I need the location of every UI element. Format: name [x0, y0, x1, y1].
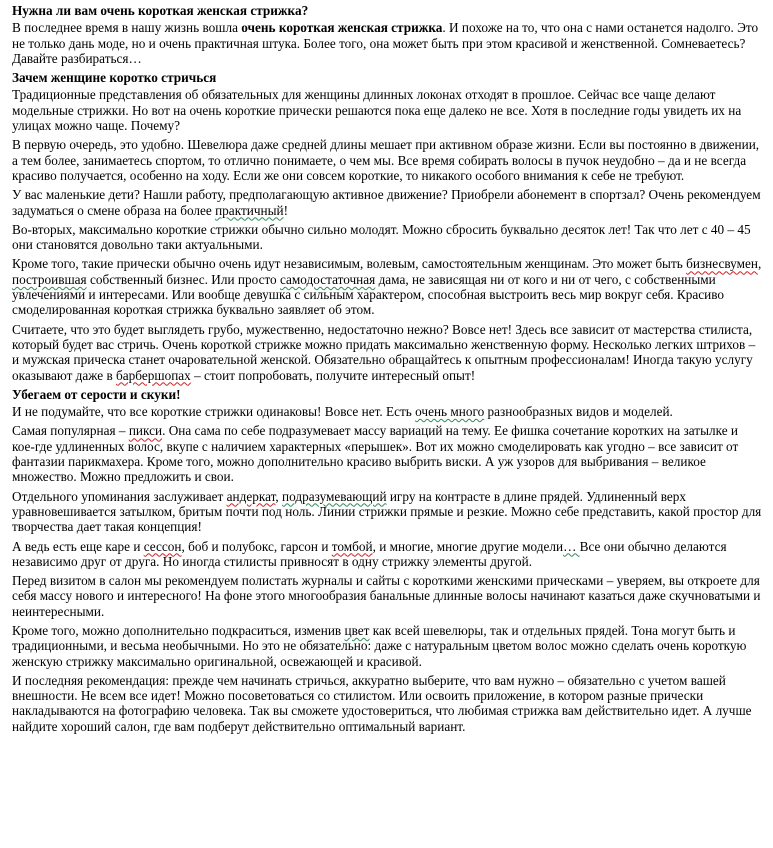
paragraph: Перед визитом в салон мы рекомендуем полистать журналы и сайты с короткими женскими прическами – уверяем, вы откроете для себя массу нового и интересного! На фоне этого многообразия банальные длинные волосы начинают казаться даже скучноватыми и неинтересными. — [12, 573, 761, 619]
paragraph-text: – стоит попробовать, получите интересный опыт! — [190, 367, 476, 383]
section-heading-escape-boredom: Убегаем от серости и скуки! — [12, 386, 181, 402]
intro-bold-phrase: очень короткая женская стрижка — [241, 20, 443, 36]
document-page — [12, 3, 764, 738]
paragraph: В первую очередь, это удобно. Шевелюра даже средней длины мешает при активном образе жизни. Если вы постоянно в движении, а тем более, занимаетесь спортом, то отлично понимаете, о чем мы. Все время собирать волосы в пучок неудобно – да и не всегда красиво получается, особенно на ходу. Если же они совсем короткие, то никакого особого внимания к себе не требуют. — [12, 137, 760, 183]
grammar-marked-word: подразумевающий — [282, 488, 387, 504]
spelling-marked-word: андеркат — [226, 488, 276, 504]
grammar-marked-word: очень много — [415, 404, 485, 420]
paragraph — [12, 322, 764, 383]
paragraph-text: А ведь есть еще каре и — [12, 538, 144, 554]
paragraph-text: игру на контрасте в длине прядей. Удлиненный верх уравновешивается затылком, бритым почти под ноль. Линии стрижки прямые и резкие. Можно себе представить, какой простор для творчества дает такая концепция! — [12, 488, 762, 535]
paragraph — [12, 623, 764, 669]
intro-text-end: . И похоже на то, что она с нами останется надолго. Это не только дань моде, но и очень практичная штука. Более того, она может быть при этом красивой и женственной. Сомневаетесь? Давайте разбираться… — [12, 20, 759, 66]
intro-paragraph — [12, 20, 764, 66]
spelling-marked-word: томбой — [331, 538, 373, 554]
paragraph-text: ! — [283, 202, 289, 218]
paragraph-text: дама, не зависящая ни от кого и ни от чего, с собственными увлечениями и интересами. Или вообще девушка с сильным характером, способная выстроить весь мир вокруг себя. Красиво смоделированная короткая стрижка буквально заявляет об этом. — [12, 271, 724, 318]
paragraph-text: Кроме того, такие прически обычно очень идут независимым, волевым, самостоятельным женщинам. Это может быть — [12, 256, 687, 272]
grammar-marked-word: самодостаточная — [280, 271, 376, 287]
paragraph — [12, 187, 764, 218]
paragraph-text: , — [757, 256, 762, 272]
spelling-marked-word: сессон — [143, 538, 182, 554]
paragraph-text: Считаете, что это будет выглядеть грубо, мужественно, недостаточно нежно? Вовсе нет! Здесь все зависит от мастерства стилиста, который будет вас стричь. Очень короткой стрижке можно придать максимально женственную форму. Несколько легких штрихов – и мужская прическа станет очаровательной женской. Обязательно обращайтесь к опытным профессионалам! Иногда такую услугу оказывают даже в — [12, 321, 756, 383]
grammar-marked-word: … — [563, 538, 580, 554]
article-title: Нужна ли вам очень короткая женская стрижка? — [12, 3, 309, 18]
paragraph-text: разнообразных видов и моделей. — [484, 404, 673, 420]
intro-text: В последнее время в нашу жизнь вошла — [12, 20, 242, 36]
paragraph — [12, 489, 764, 535]
paragraph — [12, 404, 764, 419]
spelling-marked-word: пикси — [128, 423, 163, 439]
paragraph-text: Все они обычно делаются независимо друг от друга. Но иногда стилисты привносят в одну стрижку элементы другой. — [12, 538, 727, 569]
paragraph — [12, 423, 764, 484]
grammar-marked-word: цвет — [344, 622, 370, 638]
section-heading-why-short: Зачем женщине коротко стричься — [12, 70, 217, 86]
paragraph: Во-вторых, максимально короткие стрижки обычно сильно молодят. Можно сбросить буквально десяток лет! Так что лет с 40 – 45 они становятся довольно таки актуальными. — [12, 221, 751, 253]
paragraph: И последняя рекомендация: прежде чем начинать стричься, аккуратно выберите, что вам нужно – обязательно с учетом вашей внешности. Не всем все идет! Можно посоветоваться со стилистом. Или освоить приложение, в котором разные прически накладываются на фотографию человека. Так вы сможете удостовериться, что любимая стрижка вам действительно идет. А лучше найдите хороший салон, где вам подберут действительно оптимальный вариант. — [12, 672, 752, 734]
grammar-marked-word: построившая — [12, 271, 87, 287]
paragraph — [12, 256, 764, 317]
spelling-marked-word: барбершопах — [116, 367, 191, 383]
grammar-marked-word: практичный — [215, 202, 284, 218]
paragraph-text: . Она сама по себе подразумевает массу вариаций на тему. Ее фишка сочетание коротких на затылке и кое-где удлиненных волос, вкупе с наличием характерных «перышек». Вот их можно смоделировать как угодно – все зависит от фантазии парикмахера. Кроме того, можно дополнительно красиво выбрить виски. А уж узоров для выбривания – великое множество. Можно предложить и свои. — [12, 423, 739, 485]
paragraph-text: , боб и полубокс, гарсон и — [181, 538, 332, 554]
paragraph — [12, 539, 764, 570]
paragraph-text: собственный бизнес. Или просто — [86, 271, 280, 287]
paragraph-text: Самая популярная – — [12, 423, 129, 439]
paragraph-text: У вас маленькие дети? Нашли работу, предполагающую активное движение? Приобрели абонемент в спортзал? Очень рекомендуем задуматься о смене образа на более — [12, 187, 761, 218]
paragraph-text: как всей шевелюры, так и отдельных прядей. Тона могут быть и традиционными, и весьма необычными. Но это не обязательно: даже с натуральным цветом волос можно сделать очень короткую женскую стрижку максимально оригинальной, освежающей и красивой. — [12, 622, 747, 669]
paragraph-text: И не подумайте, что все короткие стрижки одинаковы! Вовсе нет. Есть — [12, 404, 416, 420]
paragraph-text: , — [275, 488, 283, 504]
paragraph-text: Отдельного упоминания заслуживает — [12, 488, 227, 504]
spelling-marked-word: бизнесвумен — [686, 256, 758, 272]
paragraph: Традиционные представления об обязательных для женщины длинных локонах отходят в прошлое. Сейчас все чаще делают модельные стрижки. Но вот на очень короткие прически решаются пока еще далеко не все. Хотя в последние годы увидеть их на улицах можно чаще. Почему? — [12, 87, 742, 134]
paragraph-text: , и многие, многие другие модели — [372, 538, 564, 554]
paragraph-text: Кроме того, можно дополнительно подкраситься, изменив — [12, 622, 345, 638]
